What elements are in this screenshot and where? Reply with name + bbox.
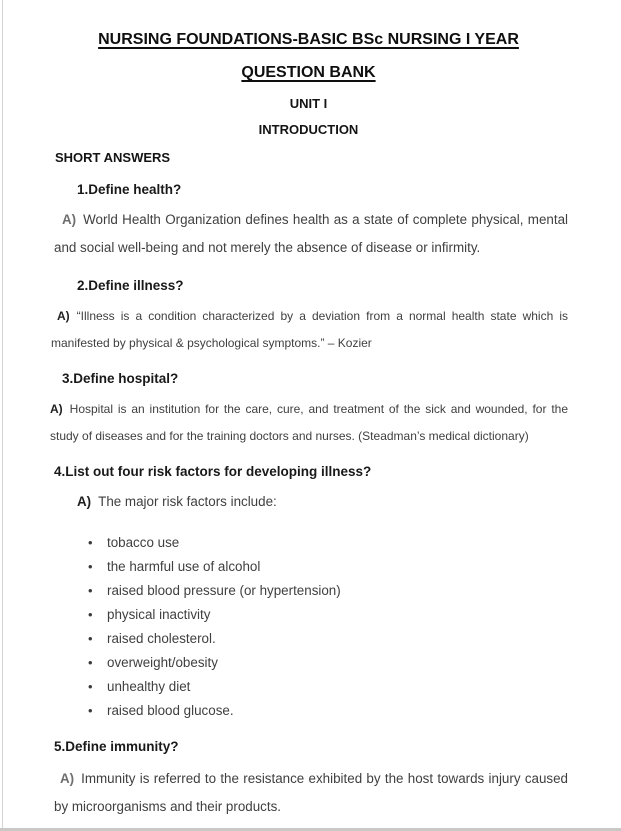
answer-3 <box>50 396 568 450</box>
scan-edge-left-line <box>2 0 3 831</box>
qa-block-5 <box>49 738 568 821</box>
answer-1 <box>54 206 568 262</box>
answer-5-label: A) <box>60 771 75 786</box>
answer-2 <box>51 303 568 357</box>
bullet-icon: • <box>88 655 93 670</box>
unit-heading: UNIT I <box>289 96 328 111</box>
bullet-text: raised cholesterol. <box>107 631 216 646</box>
bullet-icon: • <box>88 559 93 574</box>
document-subtitle: QUESTION BANK <box>241 64 376 81</box>
list-item <box>49 603 568 627</box>
answer-1-label: A) <box>62 212 77 227</box>
qa-block-3 <box>49 370 568 450</box>
answer-type-heading: SHORT ANSWERS <box>55 150 171 165</box>
answer-2-label: A) <box>57 309 70 323</box>
answer-4-label: A) <box>77 494 92 509</box>
answer-3-text: Hospital is an institution for the care, cure, and treatment of the sick and wounded, for the study of diseases and for the training doctors and nurses. (Steadman’s medical dictionary) <box>50 402 568 443</box>
bullet-text: physical inactivity <box>107 607 211 622</box>
bullet-text: tobacco use <box>107 535 180 550</box>
bullet-icon: • <box>88 535 93 550</box>
qa-block-1 <box>49 181 568 262</box>
list-item <box>49 555 568 579</box>
question-5: 5.Define immunity? <box>54 739 179 754</box>
bullet-icon: • <box>88 607 93 622</box>
question-4: 4.List out four risk factors for developing illness? <box>54 464 372 479</box>
bullet-text: overweight/obesity <box>107 655 218 670</box>
question-2: 2.Define illness? <box>77 278 184 293</box>
answer-4-text: The major risk factors include: <box>98 494 277 509</box>
bullet-text: raised blood pressure (or hypertension) <box>107 583 341 598</box>
list-item <box>49 651 568 675</box>
answer-4 <box>77 489 568 515</box>
bullet-icon: • <box>88 631 93 646</box>
answer-2-text: “Illness is a condition characterized by a deviation from a normal health state which is manifested by physical & psychological symptoms.” – Kozier <box>51 309 568 350</box>
list-item <box>49 531 568 555</box>
list-item <box>49 579 568 603</box>
answer-1-text: World Health Organization defines health as a state of complete physical, mental and social well-being and not merely the absence of disease or infirmity. <box>54 212 568 255</box>
document-title: NURSING FOUNDATIONS-BASIC BSc NURSING I YEAR <box>98 31 519 48</box>
bullet-icon: • <box>88 679 93 694</box>
question-1: 1.Define health? <box>77 182 182 197</box>
bullet-text: the harmful use of alcohol <box>107 559 261 574</box>
list-item <box>49 675 568 699</box>
list-item <box>49 699 568 723</box>
qa-block-4 <box>49 463 568 723</box>
bullet-icon: • <box>88 583 93 598</box>
answer-5 <box>54 765 568 821</box>
question-3: 3.Define hospital? <box>62 371 179 386</box>
risk-factor-list <box>49 531 568 723</box>
qa-block-2 <box>49 277 568 357</box>
list-item <box>49 627 568 651</box>
bullet-text: unhealthy diet <box>107 679 191 694</box>
bullet-text: raised blood glucose. <box>107 703 234 718</box>
bullet-icon: • <box>88 703 93 718</box>
answer-5-text: Immunity is referred to the resistance exhibited by the host towards injury caused by microorganisms and their products. <box>54 771 568 814</box>
answer-3-label: A) <box>50 402 63 416</box>
section-heading: INTRODUCTION <box>258 122 359 137</box>
